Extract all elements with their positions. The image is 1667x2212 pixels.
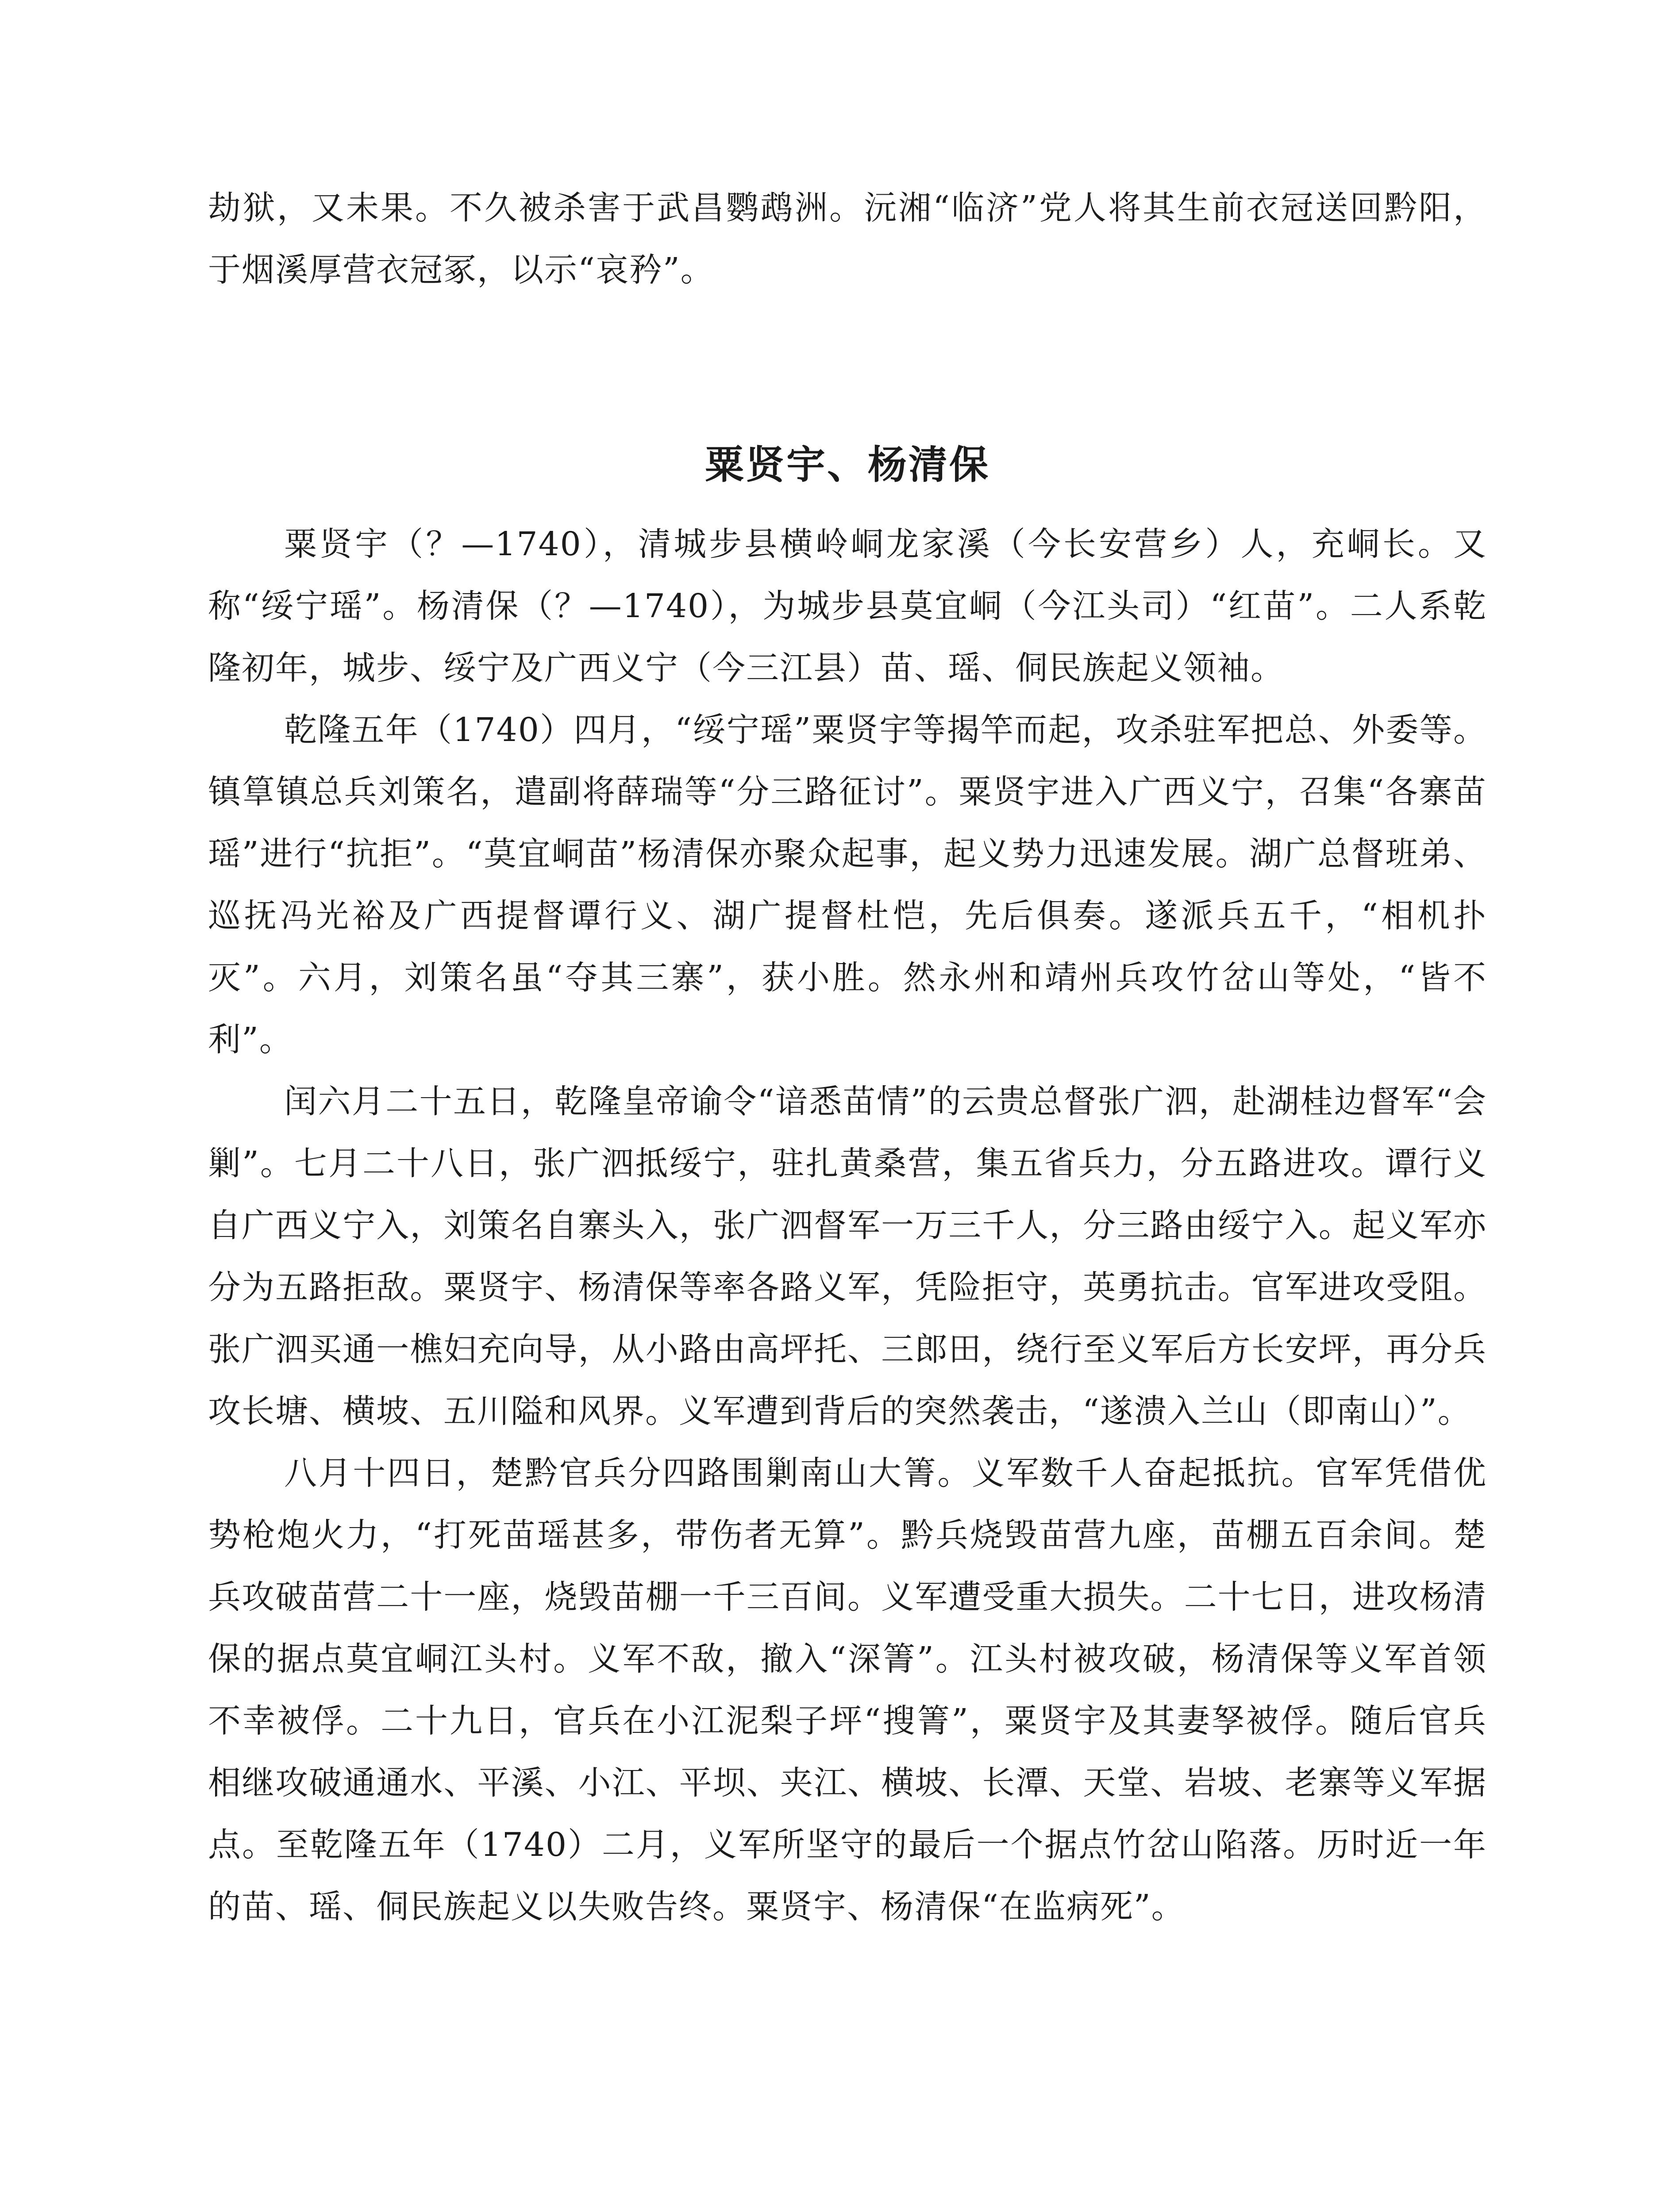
opening-paragraph: 劫狱，又未果。不久被杀害于武昌鹦鹉洲。沅湘“临济”党人将其生前衣冠送回黔阳，于烟溪厚营衣冠冢，以示“哀矜”。 xyxy=(208,189,1487,289)
paragraph-uprising: 乾隆五年（1740）四月，“绥宁瑶”粟贤宇等揭竿而起，攻杀驻军把总、外委等。镇筸镇总兵刘策名，遣副将薛瑞等“分三路征讨”。粟贤宇进入广西义宁，召集“各寨苗瑶”进行“抗拒”。“莫宜峒苗”杨清保亦聚众起事，起义势力迅速发展。湖广总督班弟、巡抚冯光裕及广西提督谭行义、湖广提督杜恺，先后俱奏。遂派兵五千，“相机扑灭”。六月，刘策名虽“夺其三寨”，获小胜。然永州和靖州兵攻竹岔山等处，“皆不利”。 xyxy=(208,711,1487,1059)
section-title: 粟贤宇、杨清保 xyxy=(705,442,990,488)
paragraph-defeat: 八月十四日，楚黔官兵分四路围剿南山大箐。义军数千人奋起抵抗。官军凭借优势枪炮火力，“打死苗瑶甚多，带伤者无算”。黔兵烧毁苗营九座，苗棚五百余间。楚兵攻破苗营二十一座，烧毁苗棚一千三百间。义军遭受重大损失。二十七日，进攻杨清保的据点莫宜峒江头村。义军不敌，撤入“深箐”。江头村被攻破，杨清保等义军首领不幸被俘。二十九日，官兵在小江泥梨子坪“搜箐”，粟贤宇及其妻孥被俘。随后官兵相继攻破通通水、平溪、小江、平坝、夹江、横坡、长潭、天堂、岩坡、老寨等义军据点。至乾隆五年（1740）二月，义军所坚守的最后一个据点竹岔山陷落。历时近一年的苗、瑶、侗民族起义以失败告终。粟贤宇、杨清保“在监病死”。 xyxy=(208,1454,1487,1926)
page-body xyxy=(208,177,1487,1938)
paragraph-intro: 粟贤宇（？—1740），清城步县横岭峒龙家溪（今长安营乡）人，充峒长。又称“绥宁瑶”。杨清保（？—1740），为城步县莫宜峒（今江头司）“红苗”。二人系乾隆初年，城步、绥宁及广西义宁（今三江县）苗、瑶、侗民族起义领袖。 xyxy=(208,525,1487,687)
paragraph-campaign: 闰六月二十五日，乾隆皇帝谕令“谙悉苗情”的云贵总督张广泗，赴湖桂边督军“会剿”。七月二十八日，张广泗抵绥宁，驻扎黄桑营，集五省兵力，分五路进攻。谭行义自广西义宁入，刘策名自寨头入，张广泗督军一万三千人，分三路由绥宁入。起义军亦分为五路拒敌。粟贤宇、杨清保等率各路义军，凭险拒守，英勇抗击。官军进攻受阻。张广泗买通一樵妇充向导，从小路由高坪托、三郎田，绕行至义军后方长安坪，再分兵攻长塘、横坡、五川隘和风界。义军遭到背后的突然袭击，“遂溃入兰山（即南山）”。 xyxy=(208,1083,1487,1430)
